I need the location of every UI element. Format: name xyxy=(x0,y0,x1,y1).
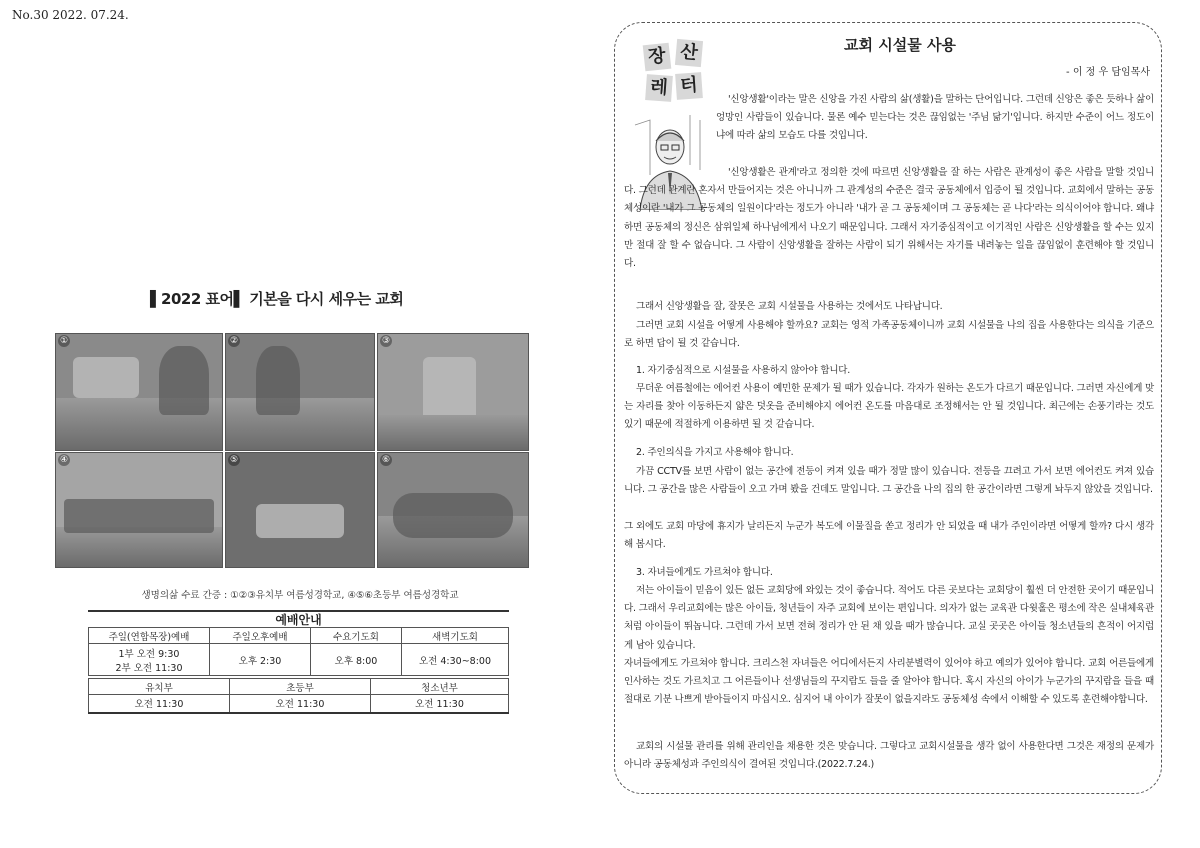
photo-3-label: ③ xyxy=(381,336,391,346)
photo-1-label: ① xyxy=(59,336,69,346)
logo-tile-1: 장 xyxy=(643,43,672,72)
letter-author: - 이 정 우 담임목사 xyxy=(1066,67,1150,78)
wednesday-time: 오후 8:00 xyxy=(311,644,402,676)
afternoon-time: 오후 2:30 xyxy=(210,644,311,676)
photo-3 xyxy=(377,333,529,451)
letter-heading-2: 2. 주인의식을 가지고 사용해야 합니다. xyxy=(636,447,794,458)
worship-schedule-table xyxy=(88,627,509,676)
header-afternoon: 주일오후예배 xyxy=(210,628,311,644)
logo-tile-2: 산 xyxy=(675,39,703,67)
worship-title: 예배안내 xyxy=(275,613,322,627)
letter-paragraph-3: 그래서 신앙생활을 잘, 잘못은 교회 시설물을 사용하는 것에서도 나타납니다. xyxy=(636,301,943,312)
photo-5 xyxy=(225,452,375,568)
letter-paragraph-10: 교회의 시설물 관리를 위해 관리인을 채용한 것은 맞습니다. 그렇다고 교회시설물을 생각 없이 사용한다면 그것은 재정의 문제가 아니라 공동체성과 주인의식이 결여된 것입니다.(2022.7.24.) xyxy=(624,741,1154,771)
letter-paragraph-6: 가끔 CCTV를 보면 사람이 없는 공간에 전등이 켜져 있을 때가 정말 많이 있습니다. 전등을 끄려고 가서 보면 에어컨도 켜져 있습니다. 그 공간을 많은 사람들이 오고 가며 봤을 건데도 말입니다. 그 공간을 나의 집의 한 공간이라면 그렇게 놔두지 않았을 것입니다. xyxy=(624,466,1154,496)
letter-paragraph-9: 자녀들에게도 가르쳐야 합니다. 크리스천 자녀들은 어디에서든지 사리분별력이 있어야 하고 예의가 있어야 합니다. 교회 어른들에게 인사하는 것도 가르치고 그 어른들이나 선생님들의 꾸지람도 들을 줄 알아야 합니다. 혹시 자신의 아이가 누군가의 꾸지람을 들을 때 절대로 기분 나쁘게 받아들이지 마십시오. 심지어 내 아이가 잘못이 없을지라도 공동체성 속에서 이해할 수 있도록 훈련해야합니다. xyxy=(624,658,1154,706)
dept-youth-time: 오전 11:30 xyxy=(371,695,509,713)
sunday-second-service: 2부 오전 11:30 xyxy=(115,662,183,674)
department-schedule-table xyxy=(88,678,509,714)
dept-kinder: 유치부 xyxy=(89,679,230,695)
issue-number: No.30 2022. 07.24. xyxy=(12,8,129,22)
logo-tile-4: 터 xyxy=(675,72,703,100)
photo-2-label: ② xyxy=(229,336,239,346)
sunday-first-service: 1부 오전 9:30 xyxy=(118,648,180,660)
photo-4-label: ④ xyxy=(59,455,69,465)
photo-5-label: ⑤ xyxy=(229,455,239,465)
letter-paragraph-1: '신앙생활'이라는 말은 신앙을 가진 사람의 삶(생활)을 말하는 단어입니다. 그런데 신앙은 좋은 듯하나 삶이 엉망인 사람들이 있습니다. 물론 예수 믿는다는 것은 끊임없는 '주님 닮기'입니다. 하지만 수준이 어느 정도이냐에 따라 삶의 모습도 다를 것입니다. xyxy=(716,94,1154,142)
header-sunday: 주일(연합목장)예배 xyxy=(89,628,210,644)
photo-4 xyxy=(55,452,223,568)
dept-elementary: 초등부 xyxy=(230,679,371,695)
letter-title: 교회 시설물 사용 xyxy=(844,36,956,54)
header-dawn: 새벽기도회 xyxy=(402,628,509,644)
header-wednesday: 수요기도회 xyxy=(311,628,402,644)
dawn-time: 오전 4:30~8:00 xyxy=(402,644,509,676)
dept-youth: 청소년부 xyxy=(371,679,509,695)
letter-paragraph-7: 그 외에도 교회 마당에 휴지가 날리든지 누군가 복도에 이물질을 쏟고 정리가 안 되었을 때 내가 주인이라면 어떻게 할까? 다시 생각해 봅시다. xyxy=(624,521,1154,551)
dept-elementary-time: 오전 11:30 xyxy=(230,695,371,713)
logo-tile-3: 레 xyxy=(645,74,673,102)
photo-6 xyxy=(377,452,529,568)
letter-heading-1: 1. 자기중심적으로 시설물을 사용하지 않아야 합니다. xyxy=(636,365,851,376)
photo-2 xyxy=(225,333,375,451)
letter-paragraph-8: 저는 아이들이 믿음이 있든 없든 교회당에 와있는 것이 좋습니다. 적어도 다른 곳보다는 교회당이 훨씬 더 안전한 곳이기 때문입니다. 그래서 우리교회에는 많은 아이들, 청년들이 자주 교회에 보이는 편입니다. 의자가 없는 교육관 다윗홀은 평소에 작은 실내체육관처럼 아이들이 뛰놉니다. 그런데 가서 보면 전혀 정리가 안 된 채 있을 때가 많습니다. 교실 곳곳은 아이들 청소년들의 흔적이 어지럽게 남아 있습니다. xyxy=(624,585,1154,651)
photo-1 xyxy=(55,333,223,451)
dept-kinder-time: 오전 11:30 xyxy=(89,695,230,713)
letter-heading-3: 3. 자녀들에게도 가르쳐야 합니다. xyxy=(636,567,773,578)
photo-6-label: ⑥ xyxy=(381,455,391,465)
year-motto: ▌2022 표어▌ 기본을 다시 세우는 교회 xyxy=(150,290,404,308)
letter-paragraph-5: 무더운 여름철에는 에어컨 사용이 예민한 문제가 될 때가 있습니다. 각자가 원하는 온도가 다르기 때문입니다. 그러면 자신에게 맞는 자리를 찾아 이동하든지 얇은 덧옷을 준비해야지 에어컨 온도를 마음대로 조정해서는 안 될 것입니다. 최근에는 손풍기라는 것도 있기 때문에 적절하게 이용하면 될 것 같습니다. xyxy=(624,383,1154,431)
letter-paragraph-4: 그러면 교회 시설을 어떻게 사용해야 할까요? 교회는 영적 가족공동체이니까 교회 시설물을 나의 집을 사용한다는 의식을 기준으로 하면 답이 될 것 같습니다. xyxy=(624,320,1154,350)
letter-paragraph-2: '신앙생활은 관계'라고 정의한 것에 따르면 신앙생활을 잘 하는 사람은 관계성이 좋은 사람을 말할 것입니다. 그런데 관계란 혼자서 만들어지는 것은 아니니까 그 관계성의 수준은 결국 공동체에서 입증이 될 것입니다. 교회에서 말하는 공동체성이란 '내가 그 공동체의 일원이다'라는 정도가 아니라 '내가 곧 그 공동체이며 그 공동체는 곧 나다'라는 의식이어야 합니다. 왜냐하면 공동체의 정신은 삼위일체 하나님에게서 나오기 때문입니다. 그래서 자기중심적이고 이기적인 사람은 신앙생활을 할 수는 있지만 절대 잘 할 수 없습니다. 그 사람이 신앙생활을 잘하는 사람이 되기 위해서는 자기를 내려놓는 일을 끊임없이 훈련해야 할 것입니다. xyxy=(624,167,1154,270)
photo-caption: 생명의삶 수료 간증 : ①②③유치부 여름성경학교, ④⑤⑥초등부 여름성경학교 xyxy=(141,590,459,601)
sunday-times xyxy=(89,644,210,676)
